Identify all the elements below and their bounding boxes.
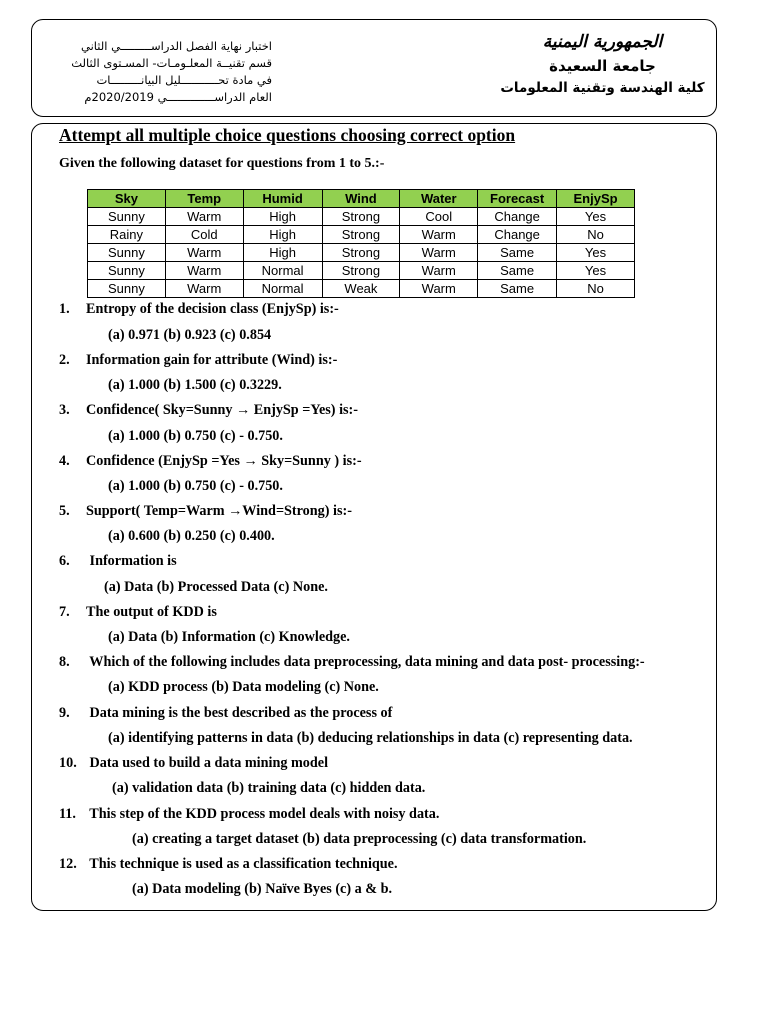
table-cell: Warm: [165, 208, 243, 226]
column-header: Sky: [88, 190, 166, 208]
table-row: [88, 244, 635, 262]
table-cell: High: [243, 226, 322, 244]
table-cell: Weak: [322, 280, 400, 298]
question-2: [59, 352, 337, 369]
column-header: Humid: [243, 190, 322, 208]
table-cell: No: [557, 226, 635, 244]
question-number: 9.: [59, 705, 70, 721]
column-header: Temp: [165, 190, 243, 208]
instruction-heading: Attempt all multiple choice questions choosing correct option: [59, 125, 516, 145]
question-text: Support( Temp=Warm →Wind=Strong) is:-: [86, 503, 352, 519]
question-text: The output of KDD is: [86, 604, 217, 620]
table-cell: Change: [478, 208, 557, 226]
question-text: Data used to build a data mining model: [86, 755, 329, 771]
table-cell: Yes: [557, 208, 635, 226]
question-9-options: (a) identifying patterns in data (b) deducing relationships in data (c) representing data.: [108, 730, 633, 746]
table-row: [88, 208, 635, 226]
question-3-options: (a) 1.000 (b) 0.750 (c) - 0.750.: [108, 428, 283, 444]
table-cell: Warm: [165, 280, 243, 298]
question-number: 3.: [59, 402, 70, 418]
question-number: 7.: [59, 604, 70, 620]
question-11-options: (a) creating a target dataset (b) data preprocessing (c) data transformation.: [132, 831, 587, 847]
question-8: [59, 654, 645, 671]
table-cell: Yes: [557, 262, 635, 280]
question-3: [59, 402, 358, 419]
table-cell: High: [243, 244, 322, 262]
table-cell: Strong: [322, 262, 400, 280]
question-6: [59, 553, 177, 570]
question-7-options: (a) Data (b) Information (c) Knowledge.: [108, 629, 350, 645]
institution-info: [495, 29, 710, 99]
table-cell: Sunny: [88, 208, 166, 226]
exam-info-line: في مادة تحـــــــــــليل البيانـــــــــات: [96, 73, 272, 87]
column-header: Water: [400, 190, 478, 208]
question-text: Information is: [86, 553, 177, 569]
table-row: [88, 262, 635, 280]
table-cell: Cool: [400, 208, 478, 226]
table-cell: Cold: [165, 226, 243, 244]
table-cell: Same: [478, 244, 557, 262]
question-number: 6.: [59, 553, 70, 569]
column-header: Wind: [322, 190, 400, 208]
question-text: This technique is used as a classification technique.: [86, 856, 398, 872]
question-text: This step of the KDD process model deals with noisy data.: [86, 806, 440, 822]
question-11: [59, 806, 439, 823]
table-cell: Strong: [322, 208, 400, 226]
question-5-options: (a) 0.600 (b) 0.250 (c) 0.400.: [108, 528, 275, 544]
question-8-options: (a) KDD process (b) Data modeling (c) None.: [108, 679, 379, 695]
question-text: Information gain for attribute (Wind) is:-: [86, 352, 338, 368]
question-2-options: (a) 1.000 (b) 1.500 (c) 0.3229.: [108, 377, 282, 393]
question-number: 2.: [59, 352, 70, 368]
column-header: Forecast: [478, 190, 557, 208]
column-header: EnjySp: [557, 190, 635, 208]
university-name: جامعة السعيدة: [549, 57, 656, 75]
table-cell: Normal: [243, 280, 322, 298]
question-text: Data mining is the best described as the process of: [86, 705, 393, 721]
table-cell: Change: [478, 226, 557, 244]
table-cell: Sunny: [88, 280, 166, 298]
exam-info-line: اختبار نهاية الفصل الدراســـــــــي الثاني: [81, 39, 272, 53]
question-10-options: (a) validation data (b) training data (c) hidden data.: [112, 780, 426, 796]
question-6-options: (a) Data (b) Processed Data (c) None.: [104, 579, 328, 595]
dataset-intro: Given the following dataset for questions from 1 to 5.:-: [59, 156, 385, 171]
table-cell: Warm: [400, 244, 478, 262]
republic-logo-text: الجمهورية اليمنية: [542, 32, 663, 52]
table-cell: Normal: [243, 262, 322, 280]
question-4: [59, 453, 362, 470]
question-number: 11.: [59, 806, 76, 822]
table-cell: Yes: [557, 244, 635, 262]
question-text: Entropy of the decision class (EnjySp) is:-: [86, 301, 339, 317]
college-name: كلية الهندسة وتقنية المعلومات: [500, 80, 705, 96]
question-9: [59, 705, 392, 722]
question-5: [59, 503, 352, 520]
question-4-options: (a) 1.000 (b) 0.750 (c) - 0.750.: [108, 478, 283, 494]
question-number: 5.: [59, 503, 70, 519]
table-cell: Rainy: [88, 226, 166, 244]
table-cell: No: [557, 280, 635, 298]
question-text: Which of the following includes data preprocessing, data mining and data post- processing:-: [86, 654, 645, 670]
exam-info-line: قسم تقنيــة المعلـومـات- المسـتوى الثالث: [71, 56, 272, 70]
table-cell: Strong: [322, 244, 400, 262]
table-cell: Warm: [400, 226, 478, 244]
table-cell: Sunny: [88, 244, 166, 262]
table-cell: Warm: [165, 262, 243, 280]
table-cell: Sunny: [88, 262, 166, 280]
exam-info: [40, 38, 272, 106]
table-cell: Warm: [400, 262, 478, 280]
question-text: Confidence (EnjySp =Yes → Sky=Sunny ) is:-: [86, 453, 362, 469]
question-number: 10.: [59, 755, 77, 771]
table-header-row: [88, 190, 635, 208]
question-12: [59, 856, 398, 873]
question-7: [59, 604, 217, 621]
question-12-options: (a) Data modeling (b) Naïve Byes (c) a & b.: [132, 881, 393, 897]
question-10: [59, 755, 328, 772]
table-cell: Strong: [322, 226, 400, 244]
table-row: [88, 226, 635, 244]
dataset-table: [87, 189, 635, 298]
question-number: 4.: [59, 453, 70, 469]
table-cell: Warm: [165, 244, 243, 262]
table-row: [88, 280, 635, 298]
table-cell: Same: [478, 280, 557, 298]
question-number: 12.: [59, 856, 77, 872]
table-cell: High: [243, 208, 322, 226]
table-cell: Warm: [400, 280, 478, 298]
question-number: 1.: [59, 301, 70, 317]
table-cell: Same: [478, 262, 557, 280]
question-1: [59, 301, 339, 318]
question-number: 8.: [59, 654, 70, 670]
exam-info-line: العام الدراســــــــــــــي 2020/2019م: [84, 90, 272, 104]
question-text: Confidence( Sky=Sunny → EnjySp =Yes) is:-: [86, 402, 358, 418]
question-1-options: (a) 0.971 (b) 0.923 (c) 0.854: [108, 327, 272, 343]
